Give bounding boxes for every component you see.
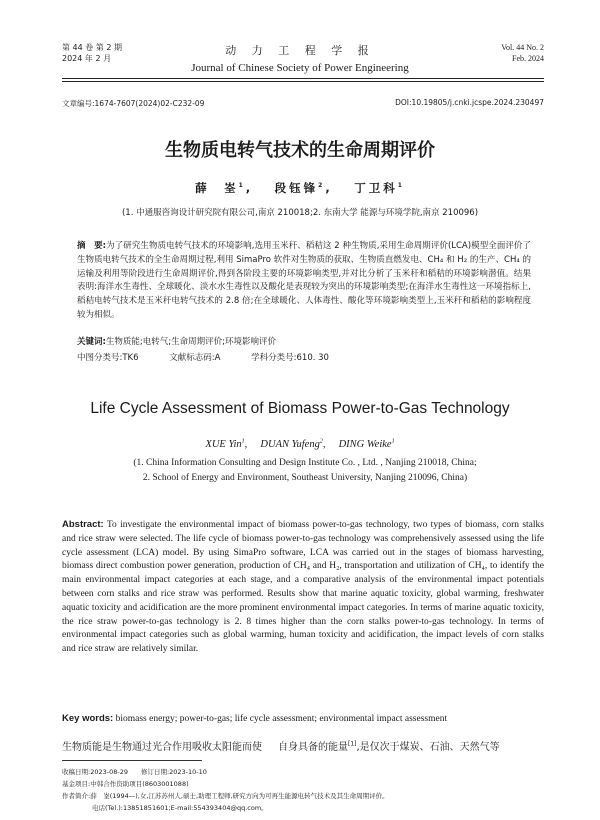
author-en: DING Weike$^1$ <box>338 438 395 450</box>
author-cn: 薛 峑$^1$ <box>195 181 246 195</box>
author-en: DUAN Yufeng$^2$ <box>260 438 323 450</box>
affiliation-en-line: 2. School of Energy and Environment, Southeast University, Nanjing 210096, China) <box>142 473 468 483</box>
header-date-en: Feb. 2024 <box>512 54 544 63</box>
body-text-part: 生物质能是生物通过光合作用吸收太阳能而使 <box>62 742 262 753</box>
journal-name-cn: 动 力 工 程 学 报 <box>225 44 375 57</box>
abstract-en-text: To investigate the environmental impact of biomass power-to-gas technology, two types of biomass, corn stalks and rice straw were selected. The life cycle of biomass power-to-gas technology was comprehensively assessed using the life cycle assessment (LCA) model. By using SimaPro software, LCA was carried out in the stages of biomass harvesting, biomass direct combustion power generation, production of CH₄ and H₂, transportation and utilization of CH₄, to identify the main environmental impact categories at each stage, and a comparative analysis of the environmental impact potentials between corn stalks and rice straw was performed. Results show that marine aquatic toxicity, global warming, freshwater aquatic toxicity and acidification are the more prominent environmental impact categories. In terms of marine aquatic toxicity, the rice straw power-to-gas technology is 2. 8 times higher than the corn stalks power-to-gas technology. In terms of environmental impact categories such as global warming, human toxicity and acidification, the impact levels of corn stalks and rice straw are relatively similar. <box>62 520 544 655</box>
author-en: XUE Yin$^1$ <box>205 438 245 450</box>
abstract-en <box>62 518 544 657</box>
document-code: 文献标志码:A <box>169 353 221 363</box>
clc-number: 中图分类号:TK6 <box>77 353 139 363</box>
header-volume-issue-cn: 第 44 卷 第 2 期 <box>62 43 122 52</box>
body-text-part: 自身具备的能量 <box>278 742 348 753</box>
classification-line <box>77 351 531 363</box>
abstract-cn-label: 摘 要: <box>77 241 107 251</box>
title-cn: 生物质电转气技术的生命周期评价 <box>165 140 435 161</box>
footnote-contact: 电话(Tel.):13851851601;E-mail:554393404@qq.com。 <box>92 804 268 812</box>
journal-name-en: Journal of Chinese Society of Power Engineering <box>191 62 409 74</box>
footnote-funding: 基金项目:中韩合作资助项目(8603001088) <box>62 780 189 788</box>
footnote-received: 收稿日期:2023-08-29 修订日期:2023-10-10 <box>62 768 207 776</box>
author-cn: 丁卫科$^1$ <box>354 181 405 195</box>
header-volume-issue-en: Vol. 44 No. 2 <box>501 43 544 52</box>
keywords-cn-label: 关键词: <box>77 337 106 347</box>
affiliation-en-line: (1. China Information Consulting and Design Institute Co. , Ltd. , Nanjing 210018, China; <box>133 458 477 468</box>
header-rule-bottom <box>62 81 544 82</box>
footnote-author-bio: 作者简介:薛 峑(1994—),女,江苏苏州人,硕士,助理工程师,研究方向为可再生能源电转气技术及其生命周期评价。 <box>62 792 389 800</box>
keywords-en <box>62 712 544 726</box>
header-rule-top <box>62 78 544 79</box>
keywords-en-text: biomass energy; power-to-gas; life cycle assessment; environmental impact assessment <box>115 714 448 724</box>
subject-code: 学科分类号:610. 30 <box>251 353 329 363</box>
affiliation-en <box>60 456 550 486</box>
header-journal <box>160 44 440 75</box>
keywords-en-label: Key words: <box>62 713 114 724</box>
header-date-cn: 2024 年 2 月 <box>62 54 112 63</box>
citation: [1] <box>348 740 357 748</box>
body-text-line <box>62 738 552 753</box>
affiliation-cn: (1. 中通服咨询设计研究院有限公司,南京 210018;2. 东南大学 能源与环境学院,南京 210096) <box>121 208 479 218</box>
header-volume-en <box>454 42 544 64</box>
article-id: 文章编号:1674-7607(2024)02-C232-09 <box>62 99 205 108</box>
footnote-rule <box>62 760 202 761</box>
authors-cn: 薛 峑$^1$, 段钰锋$^2$, 丁卫科$^1$ <box>195 181 405 195</box>
author-cn: 段钰锋$^2$ <box>274 181 326 195</box>
title-en: Life Cycle Assessment of Biomass Power-to-Gas Technology <box>90 400 510 417</box>
authors-en: XUE Yin$^1$, DUAN Yufeng$^2$, DING Weike$^1$ <box>205 438 395 450</box>
body-text-part: ,是仅次于煤炭、石油、天然气等 <box>356 742 500 753</box>
abstract-cn-text: 为了研究生物质电转气技术的环境影响,选用玉米秆、稻秸这 2 种生物质,采用生命周期评价(LCA)模型全面评价了生物质电转气技术的全生命周期过程,利用 SimaPro 软件对生物质的获取、生物质直燃发电、CH₄ 和 H₂ 的生产、CH₄ 的运输及利用等阶段进行生命周期评价,得到各阶段主要的环境影响类型,并对比分析了玉米秆和稻秸的环境影响潜值。结果表明:海洋水生毒性、全球暖化、淡水水生毒性以及酸化是表现较为突出的环境影响类型;在海洋水生毒性这一环境指标上,稻秸电转气技术是玉米秆电转气技术的 2.8 倍;在全球暖化、人体毒性、酸化等环境影响类型上,玉米秆和稻秸的影响程度较为相似。 <box>77 241 531 320</box>
keywords-cn <box>77 336 531 350</box>
keywords-cn-text: 生物质能;电转气;生命周期评价;环境影响评价 <box>105 337 276 347</box>
header-volume-cn <box>62 42 142 64</box>
abstract-cn <box>77 240 531 323</box>
doi: DOI:10.19805/j.cnki.jcspe.2024.230497 <box>395 98 544 107</box>
abstract-en-label: Abstract: <box>62 519 104 530</box>
